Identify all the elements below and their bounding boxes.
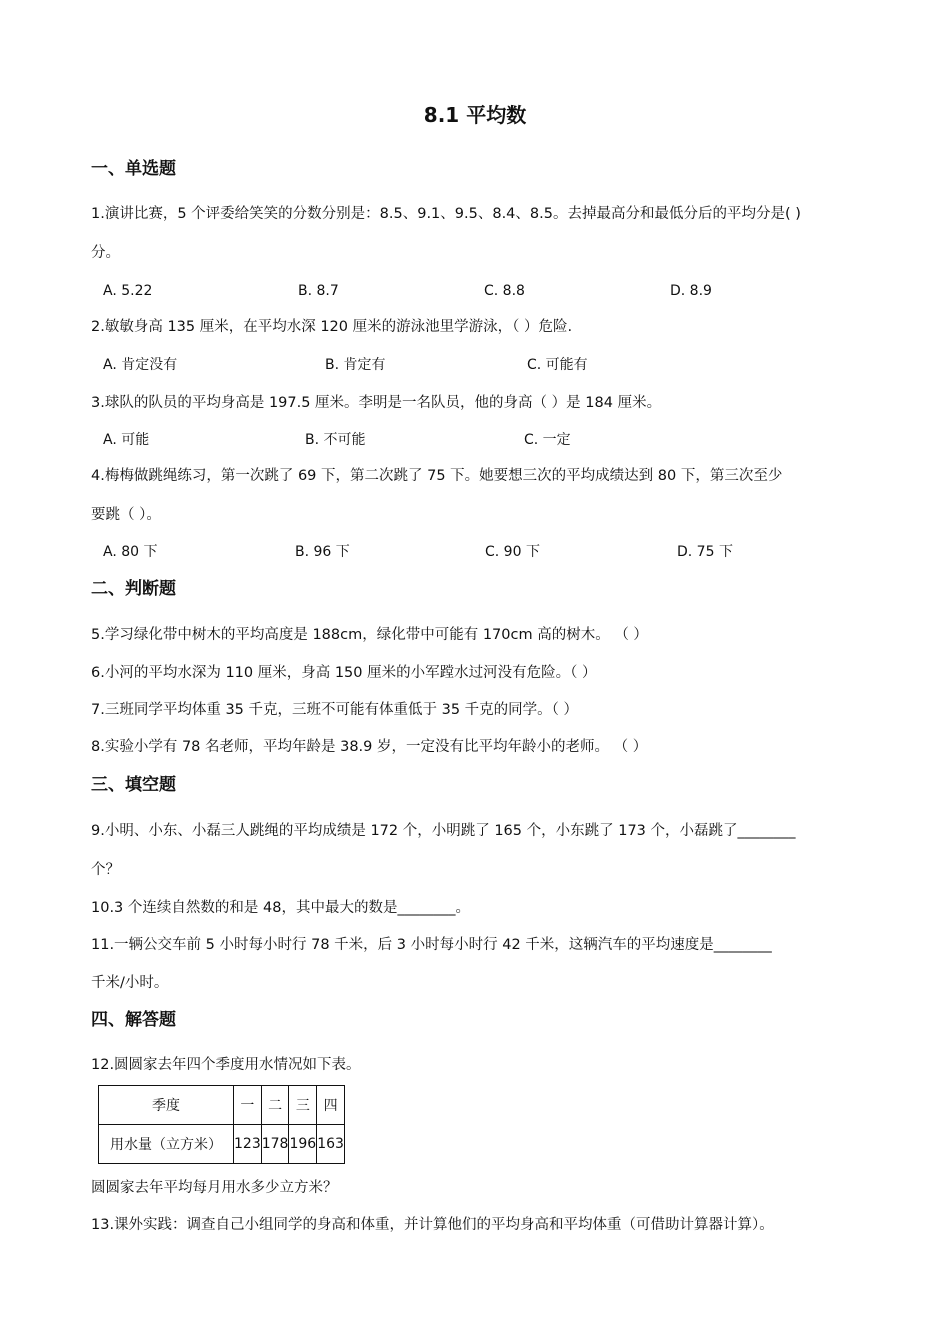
question-4-option-b: B. 96 下 (295, 544, 350, 560)
question-2-option-a: A. 肯定没有 (103, 357, 178, 373)
question-1-option-c: C. 8.8 (484, 283, 525, 299)
question-6: 6.小河的平均水深为 110 厘米，身高 150 厘米的小军蹚水过河没有危险。（ ） (91, 665, 597, 681)
question-9-line-1: 9.小明、小东、小磊三人跳绳的平均成绩是 172 个，小明跳了 165 个，小东跳了 173 个，小磊跳了________ (91, 823, 796, 839)
question-3-option-c: C. 一定 (524, 432, 571, 448)
section-heading-solve: 四、解答题 (91, 1010, 176, 1030)
question-1-option-d: D. 8.9 (670, 283, 712, 299)
question-2-option-c: C. 可能有 (527, 357, 588, 373)
question-1-option-a: A. 5.22 (103, 283, 153, 299)
question-12-question: 圆圆家去年平均每月用水多少立方米？ (91, 1180, 338, 1196)
question-4-option-c: C. 90 下 (485, 544, 540, 560)
question-9-line-2: 个？ (91, 862, 120, 878)
question-13: 13.课外实践：调查自己小组同学的身高和体重，并计算他们的平均身高和平均体重（可借助计算器计算）。 (91, 1217, 774, 1233)
section-heading-true-false: 二、判断题 (91, 579, 176, 599)
section-heading-single-choice: 一、单选题 (91, 159, 176, 179)
table-value-2: 178 (261, 1125, 289, 1164)
table-value-1: 123 (234, 1125, 262, 1164)
page-title: 8.1 平均数 (423, 103, 527, 127)
question-7: 7.三班同学平均体重 35 千克，三班不可能有体重低于 35 千克的同学。（ ） (91, 702, 579, 718)
question-1-line-1: 1.演讲比赛，5 个评委给笑笑的分数分别是：8.5、9.1、9.5、8.4、8.5。去掉最高分和最低分后的平均分是( ) (91, 206, 801, 222)
question-2-option-b: B. 肯定有 (325, 357, 386, 373)
question-2-line-1: 2.敏敏身高 135 厘米，在平均水深 120 厘米的游泳池里学游泳，（ ）危险. (91, 319, 573, 335)
water-usage-table (98, 1085, 345, 1164)
table-quarter-4: 四 (317, 1086, 345, 1125)
table-row-label: 用水量（立方米） (99, 1125, 234, 1164)
question-1-option-b: B. 8.7 (298, 283, 339, 299)
question-4-option-a: A. 80 下 (103, 544, 158, 560)
section-heading-fill-blank: 三、填空题 (91, 775, 176, 795)
table-row-usage (99, 1125, 345, 1164)
table-quarter-2: 二 (261, 1086, 289, 1125)
question-1-line-2: 分。 (91, 245, 120, 261)
question-11-line-2: 千米/小时。 (91, 975, 169, 991)
question-4-option-d: D. 75 下 (677, 544, 733, 560)
table-header-label: 季度 (99, 1086, 234, 1125)
question-5: 5.学习绿化带中树木的平均高度是 188cm，绿化带中可能有 170cm 高的树木。 （ ） (91, 627, 648, 643)
table-row-quarters (99, 1086, 345, 1125)
question-3-line-1: 3.球队的队员的平均身高是 197.5 厘米。李明是一名队员，他的身高（ ）是 184 厘米。 (91, 395, 662, 411)
question-8: 8.实验小学有 78 名老师，平均年龄是 38.9 岁，一定没有比平均年龄小的老师。 （ ） (91, 739, 648, 755)
table-value-3: 196 (289, 1125, 317, 1164)
question-3-option-b: B. 不可能 (305, 432, 366, 448)
table-quarter-3: 三 (289, 1086, 317, 1125)
question-12-intro: 12.圆圆家去年四个季度用水情况如下表。 (91, 1057, 361, 1073)
question-4-line-1: 4.梅梅做跳绳练习，第一次跳了 69 下，第二次跳了 75 下。她要想三次的平均成绩达到 80 下，第三次至少 (91, 468, 783, 484)
question-4-line-2: 要跳（ ）。 (91, 507, 161, 523)
question-10: 10.3 个连续自然数的和是 48，其中最大的数是________。 (91, 900, 470, 916)
question-11-line-1: 11.一辆公交车前 5 小时每小时行 78 千米，后 3 小时每小时行 42 千米，这辆汽车的平均速度是________ (91, 937, 772, 953)
question-3-option-a: A. 可能 (103, 432, 150, 448)
table-value-4: 163 (317, 1125, 345, 1164)
table-quarter-1: 一 (234, 1086, 262, 1125)
